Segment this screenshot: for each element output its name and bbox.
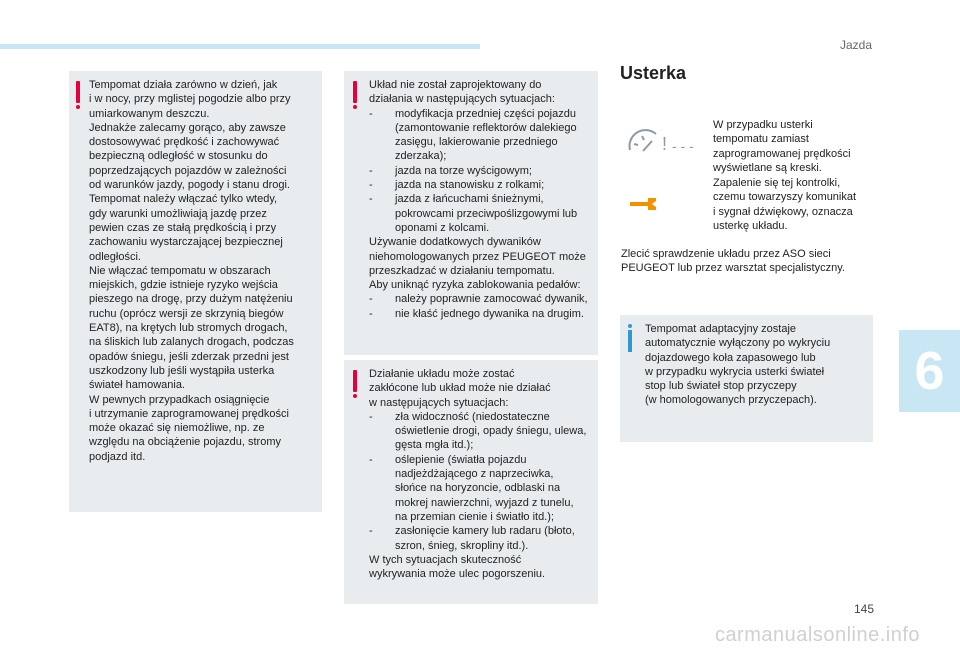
list-item [369,307,592,321]
list-bullet: - [369,107,373,120]
text-line: nie kłaść jednego dywanika na drugim. [395,307,584,320]
text-line: usterkę układu. [713,219,788,232]
text-line: Tempomat należy włączać tylko wtedy, [89,193,278,206]
cruise-display-dashes-icon [626,124,706,160]
text-line: Jednakże zalecamy gorąco, aby zawsze [89,121,286,134]
text-line: zakłócone lub układ może nie działać [369,382,551,395]
text-line: od warunków jazdy, pogody i stanu drogi. [89,179,290,192]
text-line: (zamontowanie reflektorów dalekiego [395,121,577,134]
info-icon [628,330,632,352]
text-line: umiarkowanym deszczu. [89,107,210,120]
warning-text [89,78,312,464]
text-line: szron, śnieg, skropliny itd.). [395,539,529,552]
list-item-text [395,524,592,553]
text-line: zasłonięcie kamery lub radaru (błoto, [395,525,575,538]
list-bullet: - [369,179,373,192]
text-line: Tempomat działa zarówno w dzień, jak [89,79,278,91]
text-line: bezpieczną odległość w stosunku do [89,150,268,163]
text-line: wykrywania może ulec pogorszeniu. [369,568,546,581]
warning-exclamation-icon [353,81,357,103]
text-line: oświetlenie drogi, opady śniegu, ulewa, [395,425,587,438]
text-line: czemu towarzyszy komunikat [713,191,857,204]
text-line: niehomologowanych przez PEUGEOT może [369,250,586,263]
fault-advice [621,247,876,276]
list-item-text [395,410,592,453]
text-line: i w nocy, przy mglistej pogodzie albo przy [89,93,291,106]
list-item [369,410,592,453]
text-line: tempomatu zamiast [713,133,809,146]
text-line: odległości. [89,250,141,263]
chapter-tab: 6 [899,330,960,412]
text-line: i sygnał dźwiękowy, oznacza [713,205,853,218]
list-bullet: - [369,293,373,306]
text-line: oponami z kolcami. [395,221,490,234]
list-item-text [395,292,592,306]
list-item-text [395,453,592,524]
display-mark: ! [662,134,668,154]
text-line: stop lub świateł stop przyczepy [645,380,797,393]
list-item-text [395,192,592,235]
text-line: w następujących sytuacjach: [369,396,509,409]
list-item [369,524,592,553]
text-line: Aby uniknąć ryzyka zablokowania pedałów: [369,279,581,292]
wrench-icon [628,194,658,214]
list-bullet: - [369,307,373,320]
text-line: zderzaka); [395,150,447,163]
text-line: działania w następujących sytuacjach: [369,93,555,106]
list-item-text [395,178,592,192]
text-line: jazda z łańcuchami śnieżnymi, [395,193,544,206]
text-line: pewien czas ze stałą prędkością i przy [89,221,277,234]
text-line: podjazd itd. [89,450,146,463]
text-line: modyfikacja przedniej części pojazdu [395,107,576,120]
text-line: gdy warunki umożliwiają jazdę przez [89,207,267,220]
warning-box-limitations [344,71,598,355]
list-bullet: - [369,164,373,177]
text-line: pieszego na drogę, przy dużym natężeniu [89,293,293,306]
text-line: Układ nie został zaprojektowany do [369,79,542,91]
text-line: zasięgu, lakierowanie przedniego [395,136,558,149]
list-item [369,453,592,524]
list-item [369,164,592,178]
text-line: miejskich, gdzie istnieje ryzyko wejścia [89,279,278,292]
text-line: jazda na stanowisku z rolkami; [395,179,545,192]
text-line: EAT8), na krętych lub stromych drogach, [89,322,288,335]
text-line: mokrej nawierzchni, wyjazd z tunelu, [395,496,574,509]
text-line: jazda na torze wyścigowym; [395,164,532,177]
text-line: może okazać się niemożliwe, np. ze [89,422,265,435]
list-item-text [395,107,592,164]
text-line: opadów śniegu, jeśli zderzak przedni jest [89,350,289,363]
warning-text [369,78,592,321]
display-dashes: - - - [672,138,694,154]
section-heading: Usterka [620,63,687,83]
text-line: W pewnych przypadkach osiągnięcie [89,393,270,406]
text-line: Nie włączać tempomatu w obszarach [89,264,271,277]
section-name: Jazda [839,38,872,52]
page-number: 145 [853,602,874,616]
header-accent-bar [0,44,480,49]
text-line: Używanie dodatkowych dywaników [369,236,541,249]
text-line: pokrowcami przeciwpoślizgowymi lub [395,207,578,220]
text-line: wyświetlane są kreski. [713,161,822,174]
text-line: W tych sytuacjach skuteczność [369,553,522,566]
list-item [369,107,592,164]
text-line: gęsta mgła itd.); [395,439,474,452]
text-line: dojazdowego koła zapasowego lub [645,351,816,364]
fault-icon1-description [713,118,873,175]
list-item-text [395,164,592,178]
list-item-text [395,307,592,321]
text-line: poprzedzających pojazdów w zależności [89,164,287,177]
text-line: (w homologowanych przyczepach). [645,394,817,407]
text-line: PEUGEOT lub przez warsztat specjalistyczny. [621,262,845,275]
list-item [369,178,592,192]
warning-box-usage [69,71,322,512]
info-box-spare-wheel [620,315,873,442]
text-line: uszkodzony lub jeśli wystąpiła usterka [89,364,275,377]
text-line: świateł hamowania. [89,379,185,392]
text-line: na śliskich lub zalanych drogach, podczas [89,336,294,349]
text-line: i utrzymanie zaprogramowanej prędkości [89,407,289,420]
text-line: zachowaniu wystarczającej bezpiecznej [89,236,283,249]
list-bullet: - [369,525,373,538]
info-text [645,322,863,408]
text-line: w przypadku wykrycia usterki świateł [645,365,825,378]
text-line: W przypadku usterki [713,119,813,131]
text-line: Tempomat adaptacyjny zostaje [645,323,797,335]
text-line: nadjeżdżającego z naprzeciwka, [395,468,554,481]
text-line: automatycznie wyłączony po wykryciu [645,337,831,350]
warning-exclamation-icon [353,370,357,392]
text-line: należy poprawnie zamocować dywanik, [395,293,588,306]
list-item [369,192,592,235]
warning-box-disturbances [344,360,598,604]
text-line: względu na obciążenie pojazdu, stromy [89,436,282,449]
list-bullet: - [369,453,373,466]
text-line: Zlecić sprawdzenie układu przez ASO sieci [621,248,831,260]
text-line: ruchu (oprócz wersji ze skrzynią biegów [89,307,284,320]
list-bullet: - [369,410,373,423]
text-line: Działanie układu może zostać [369,368,515,380]
text-line: zła widoczność (niedostateczne [395,410,550,423]
text-line: zaprogramowanej prędkości [713,147,851,160]
text-line: Zapalenie się tej kontrolki, [713,177,841,189]
text-line: oślepienie (światła pojazdu [395,453,527,466]
text-line: przeszkadzać w działaniu tempomatu. [369,264,555,277]
warning-exclamation-icon [76,81,80,103]
watermark: carmanualsonline.info [714,624,920,646]
warning-text [369,367,592,581]
text-line: dostosowywać prędkość i zachowywać [89,136,280,149]
list-bullet: - [369,193,373,206]
text-line: słońce na horyzoncie, odblaski na [395,482,561,495]
list-item [369,292,592,306]
fault-icon2-description [713,176,878,233]
text-line: na przemian cienie i światło itd.); [395,510,554,523]
